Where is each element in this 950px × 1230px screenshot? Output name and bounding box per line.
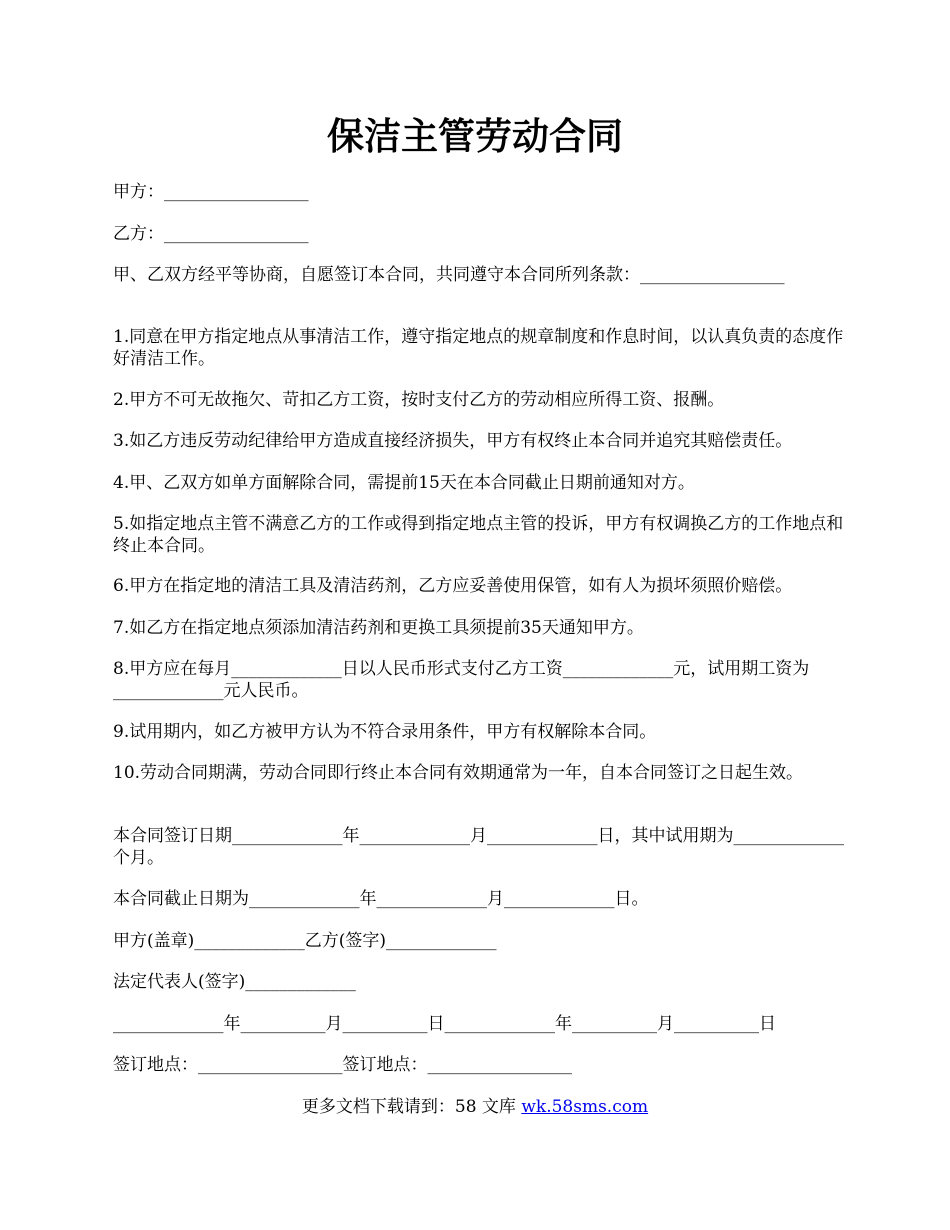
- clause-6: 6.甲方在指定地的清洁工具及清洁药剂，乙方应妥善使用保管，如有人为损坏须照价赔偿。: [113, 576, 793, 596]
- date-blanks-line: _____________年__________月__________日_____________年__________月__________日: [113, 1014, 776, 1034]
- signing-place-line: 签订地点：_________________签订地点：_________________: [113, 1055, 572, 1075]
- party-a-line: 甲方：_________________: [113, 182, 309, 202]
- end-date-line: 本合同截止日期为_____________年_____________月_____________日。: [113, 889, 649, 909]
- document-title: 保洁主管劳动合同: [327, 114, 623, 158]
- footer-link[interactable]: wk.58sms.com: [521, 1097, 649, 1117]
- signing-date-line: 本合同签订日期_____________年_____________月_____________日，其中试用期为_____________个月。: [113, 826, 844, 868]
- clause-2: 2.甲方不可无故拖欠、苛扣乙方工资，按时支付乙方的劳动相应所得工资、报酬。: [113, 390, 725, 410]
- clause-5: 5.如指定地点主管不满意乙方的工作或得到指定地点主管的投诉，甲方有权调换乙方的工作地点和终止本合同。: [113, 514, 844, 556]
- clause-1: 1.同意在甲方指定地点从事清洁工作，遵守指定地点的规章制度和作息时间，以认真负责的态度作好清洁工作。: [113, 327, 844, 369]
- clause-8: 8.甲方应在每月_____________日以人民币形式支付乙方工资_____________元，试用期工资为_____________元人民币。: [113, 659, 810, 701]
- clause-4: 4.甲、乙双方如单方面解除合同，需提前15天在本合同截止日期前通知对方。: [113, 473, 695, 493]
- clause-10: 10.劳动合同期满，劳动合同即行终止本合同有效期通常为一年，自本合同签订之日起生效。: [113, 763, 804, 783]
- clause-7: 7.如乙方在指定地点须添加清洁药剂和更换工具须提前35天通知甲方。: [113, 618, 644, 638]
- clause-3: 3.如乙方违反劳动纪律给甲方造成直接经济损失，甲方有权终止本合同并追究其赔偿责任。: [113, 431, 793, 451]
- intro-paragraph: 甲、乙双方经平等协商，自愿签订本合同，共同遵守本合同所列条款：_________________: [113, 265, 785, 285]
- legal-representative-line: 法定代表人(签字)_____________: [113, 972, 356, 992]
- party-b-line: 乙方：_________________: [113, 224, 309, 244]
- clause-9: 9.试用期内，如乙方被甲方认为不符合录用条件，甲方有权解除本合同。: [113, 722, 657, 742]
- seal-signature-line: 甲方(盖章)_____________乙方(签字)_____________: [113, 931, 497, 951]
- footer-text: 更多文档下载请到：58 文库: [301, 1097, 522, 1117]
- footer: [0, 1096, 950, 1118]
